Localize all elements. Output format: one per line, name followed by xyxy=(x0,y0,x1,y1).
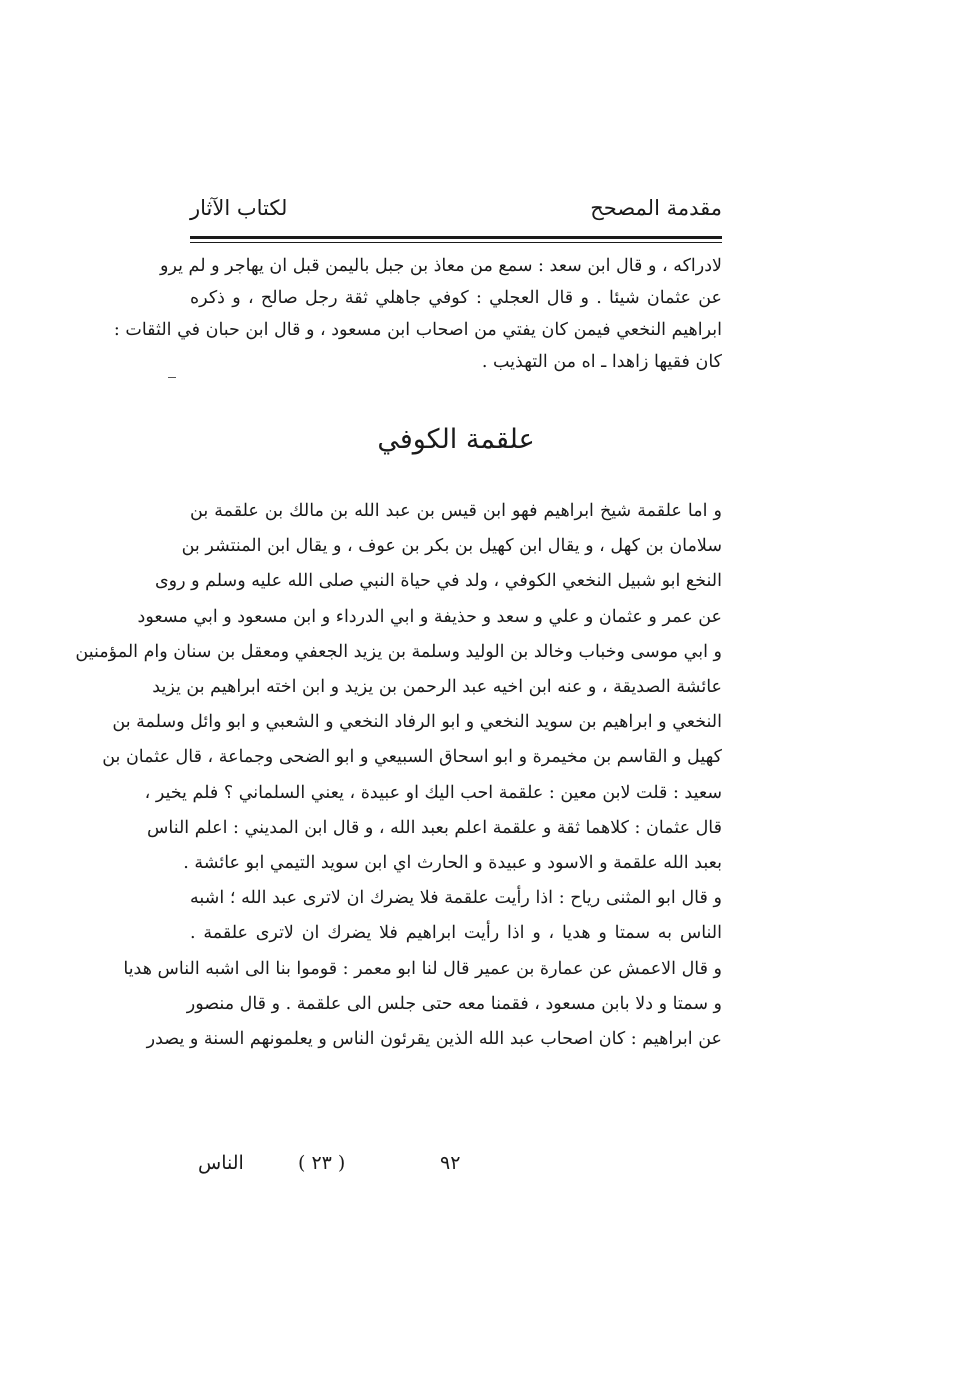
text-line: و قال الاعمش عن عمارة بن عمير قال لنا ابو معمر : قوموا بنا الى اشبه الناس هديا xyxy=(123,958,722,979)
text-line: كهيل و القاسم بن مخيمرة و ابو اسحاق السبيعي و ابو الضحى وجماعة ، قال عثمان بن xyxy=(102,747,722,768)
header-rule-thick xyxy=(190,236,722,239)
text-line: سلامان بن كهل ، و يقال ابن كهيل بن بكر بن عوف ، و يقال ابن المنتشر بن xyxy=(181,536,722,557)
catchword: الناس xyxy=(198,1152,244,1174)
text-line: لادراكه ، و قال ابن سعد : سمع من معاذ بن جبل باليمن قبل ان يهاجر و لم يرو xyxy=(160,256,722,276)
text-line: عن ابراهيم : كان اصحاب عبد الله الذين يقرئون الناس و يعلمونهم السنة و يصدر xyxy=(146,1029,722,1050)
text-line: و قال ابو المثنى رياح : اذا رأيت علقمة فلا يضرك ان لاترى عبد الله ؛ اشبه xyxy=(190,888,722,909)
running-header xyxy=(190,196,722,232)
header-right-title: مقدمة المصحح xyxy=(590,196,722,220)
signature-mark: ( ٢٣ ) xyxy=(298,1152,346,1174)
text-line: الناس به سمتا و هديا ، و اذا رأيت ابراهيم فلا يضرك ان لاترى علقمة . xyxy=(190,923,722,944)
section-heading: علقمة الكوفي xyxy=(377,424,535,455)
text-line: عن عثمان شيئا . و قال العجلي : كوفي جاهلي ثقة رجل صالح ، و ذكره xyxy=(190,288,722,308)
header-left-title: لكتاب الآثار xyxy=(190,196,288,220)
text-line: ابراهيم النخعي فيمن كان يفتي من اصحاب ابن مسعود ، و قال ابن حبان في الثقات : xyxy=(113,320,722,340)
continuation-paragraph xyxy=(113,250,722,378)
text-line: سعيد : قلت لابن معين : علقمة احب اليك او عبيدة ، يعني السلماني ؟ فلم يخير ، xyxy=(144,782,722,803)
page-number: ٩٢ xyxy=(440,1152,461,1174)
page-footer xyxy=(190,1152,722,1184)
text-line: عائشة الصديقة ، و عنه ابن اخيه عبد الرحمن بن يزيد و ابن اخته ابراهيم بن يزيد xyxy=(152,677,722,698)
header-rule-thin xyxy=(190,242,722,243)
text-line: و سمتا و دلا بابن مسعود ، فقمنا معه حتى جلس الى علقمة . و قال منصور xyxy=(186,993,722,1014)
text-line: و ابي موسى وخباب وخالد بن الوليد وسلمة بن يزيد الجعفي ومعقل بن سنان وام المؤمنين xyxy=(75,641,722,662)
text-line: بعبد الله علقمة و الاسود و عبيدة و الحارث اي ابن سويد التيمي ابو عائشة . xyxy=(183,853,722,874)
body-paragraph xyxy=(75,494,722,1057)
text-line: النخع ابو شبيل النخعي الكوفي ، ولد في حياة النبي صلى الله عليه وسلم و روى xyxy=(154,571,722,592)
text-line: قال عثمان : كلاهما ثقة و علقمة اعلم بعبد الله ، و قال ابن المديني : اعلم الناس xyxy=(147,817,722,838)
text-line: عن عمر و عثمان و علي و سعد و حذيفة و ابي الدرداء و ابن مسعود و ابي مسعود xyxy=(137,606,722,627)
text-line: و اما علقمة شيخ ابراهيم فهو ابن قيس بن عبد الله بن مالك بن علقمة بن xyxy=(190,501,722,521)
text-line: النخعي و ابراهيم بن سويد النخعي و ابو الرفاد النخعي و الشعبي و ابو وائل وسلمة بن xyxy=(112,712,722,733)
margin-mark xyxy=(168,377,176,378)
text-line: كان فقيها زاهدا ـ اه من التهذيب . xyxy=(481,352,722,372)
